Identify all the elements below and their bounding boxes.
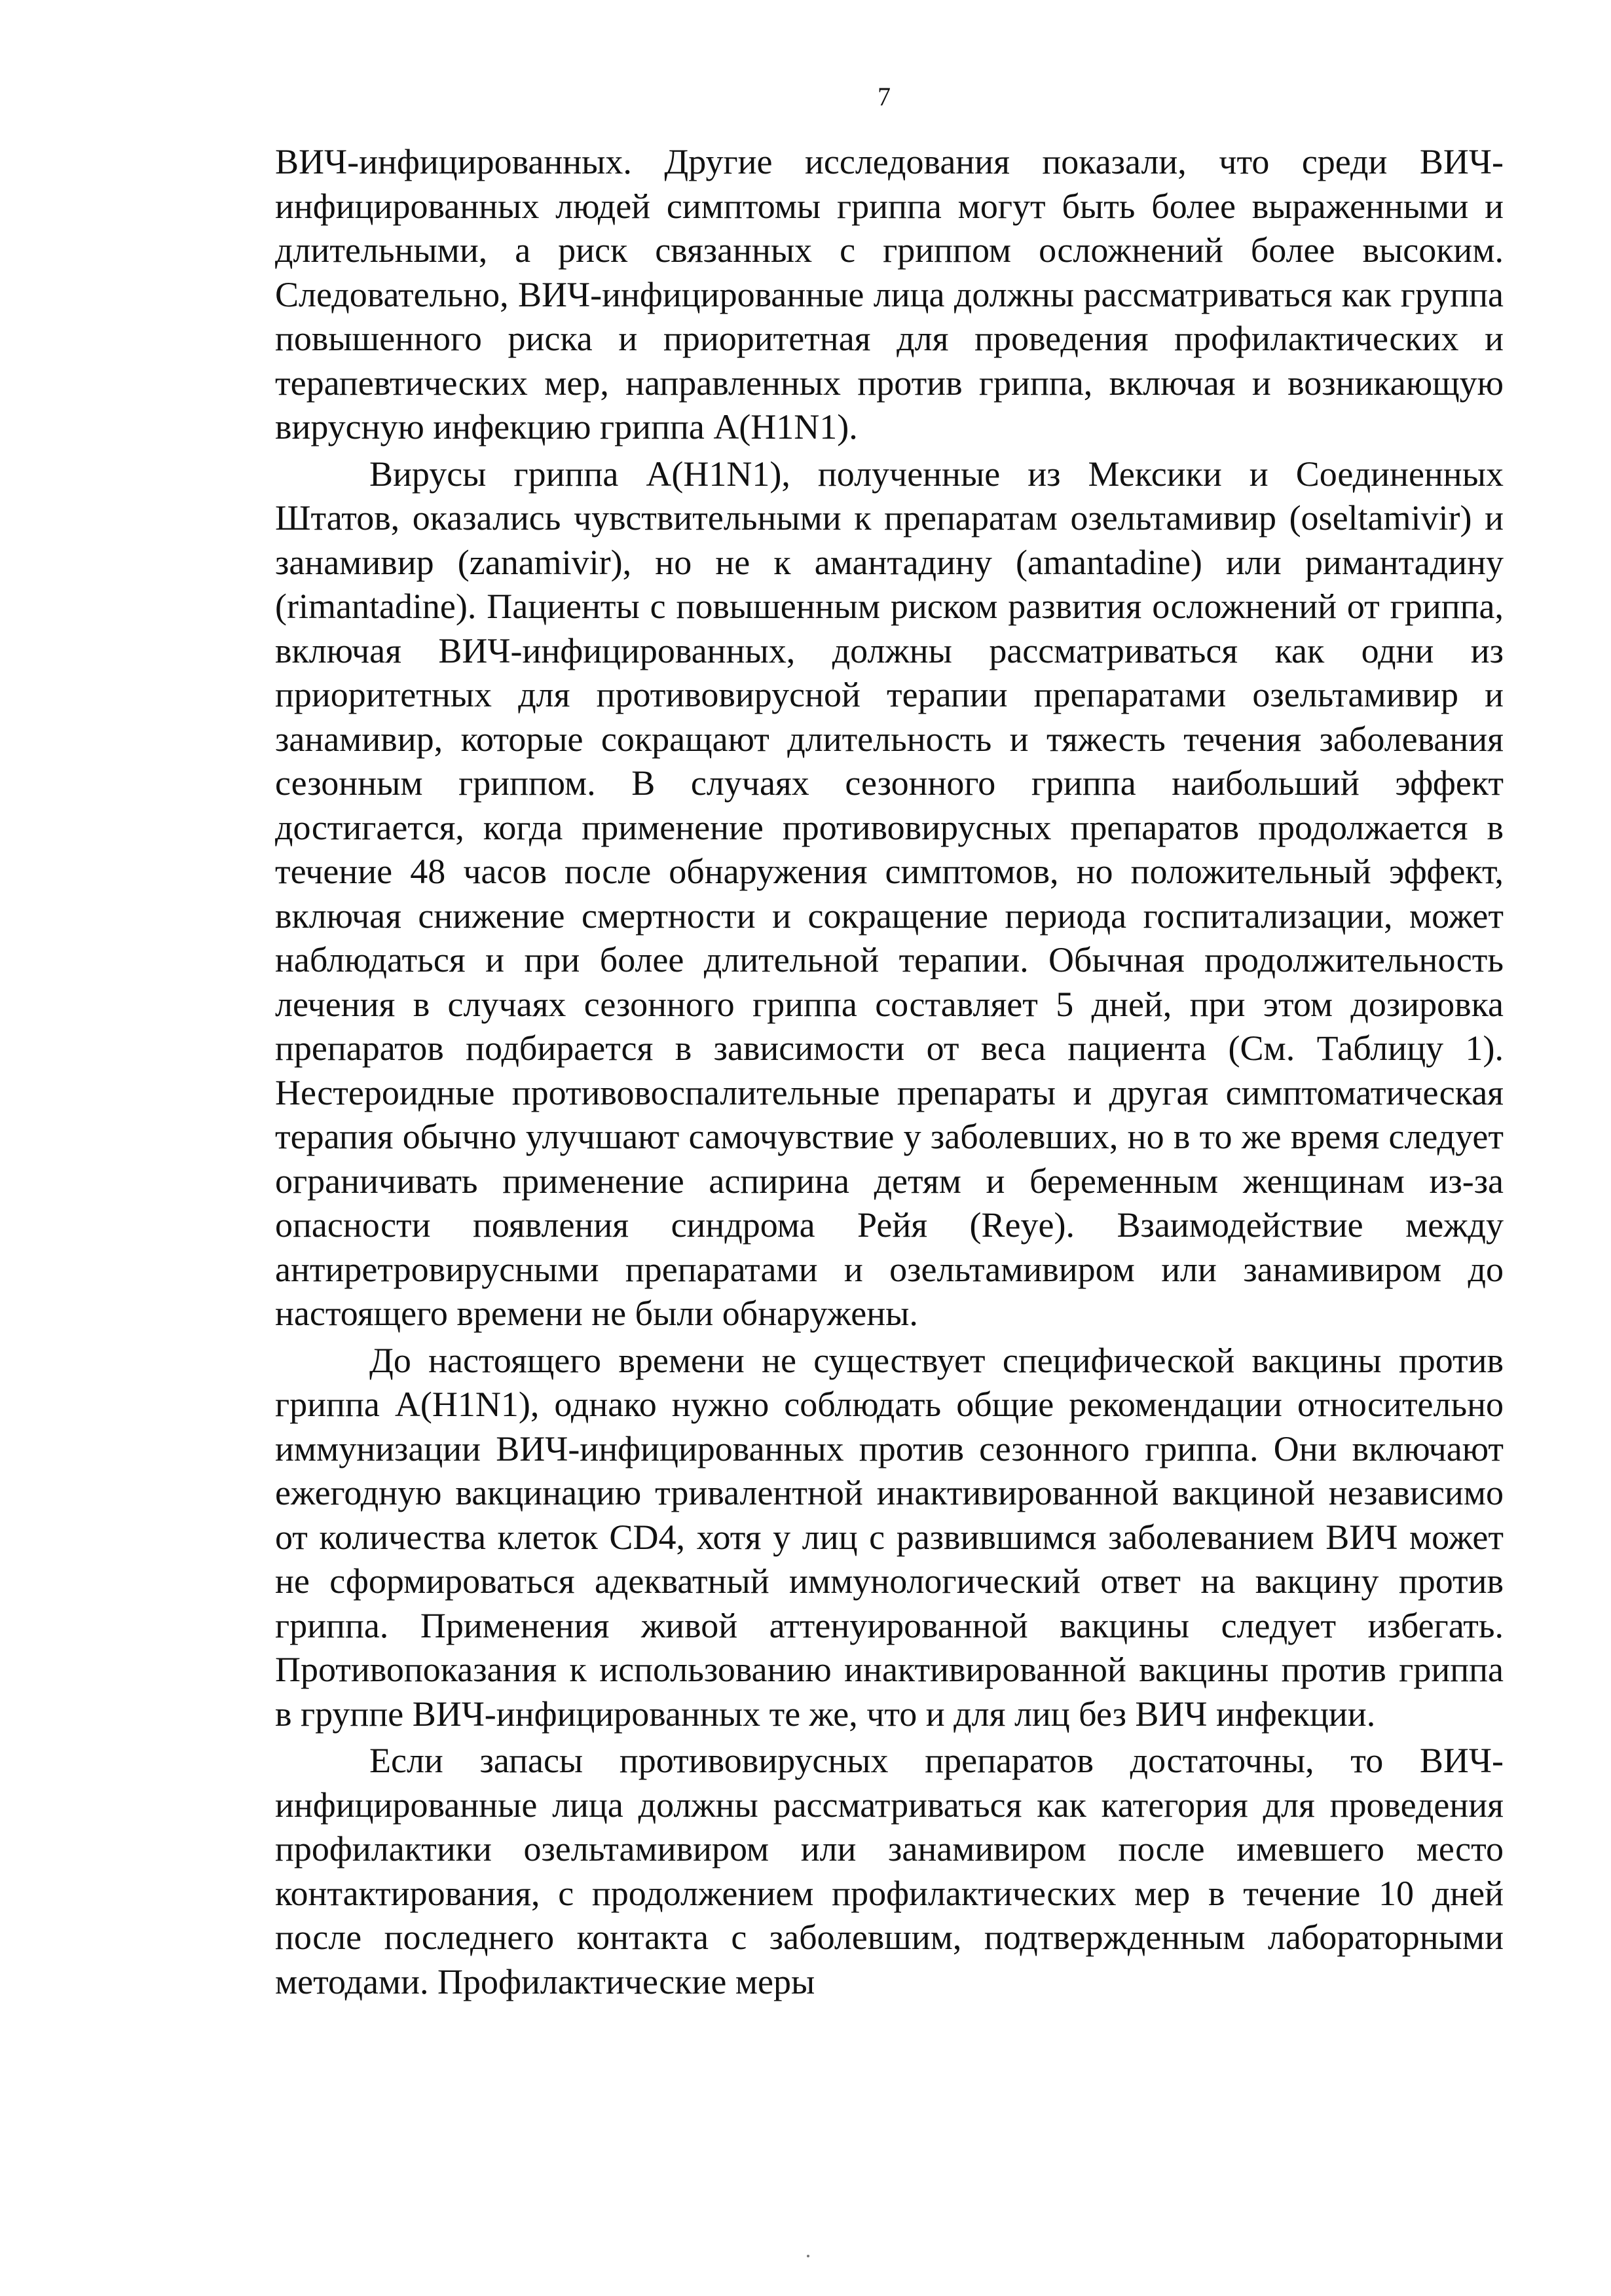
paragraph-prophylaxis: Если запасы противовирусных препаратов достаточны, то ВИЧ-инфицированные лица должны рассматриваться как категория для проведения профилактики озельтамивиром или занамивиром после имевшего место контактирования, с продолжением профилактических мер в течение 10 дней после последнего контакта с заболевшим, подтвержденным лабораторными методами. Профилактические меры bbox=[275, 1741, 1504, 2001]
page-number: 7 bbox=[878, 82, 891, 111]
paragraph-continuation: ВИЧ-инфицированных. Другие исследования показали, что среди ВИЧ-инфицированных людей симптомы гриппа могут быть более выраженными и длительными, а риск связанных с гриппом осложнений более высоким. Следовательно, ВИЧ-инфицированные лица должны рассматриваться как группа повышенного риска и приоритетная для проведения профилактических и терапевтических мер, направленных против гриппа, включая и возникающую вирусную инфекцию гриппа A(H1N1). bbox=[275, 142, 1504, 446]
scan-artifact-dot bbox=[807, 2255, 809, 2257]
paragraph-vaccination: До настоящего времени не существует специфической вакцины против гриппа A(H1N1), однако нужно соблюдать общие рекомендации относительно иммунизации ВИЧ-инфицированных против сезонного гриппа. Они включают ежегодную вакцинацию тривалентной инактивированной вакциной независимо от количества клеток CD4, хотя у лиц с развившимся заболеванием ВИЧ может не сформироваться адекватный иммунологический ответ на вакцину против гриппа. Применения живой аттенуированной вакцины следует избегать. Противопоказания к использованию инактивированной вакцины против гриппа в группе ВИЧ-инфицированных те же, что и для лиц без ВИЧ инфекции. bbox=[275, 1340, 1504, 1734]
document-body bbox=[275, 140, 1504, 2004]
paragraph-antivirals: Вирусы гриппа A(H1N1), полученные из Мексики и Соединенных Штатов, оказались чувствительными к препаратам озельтамивир (oseltamivir) и занамивир (zanamivir), но не к амантадину (amantadine) или римантадину (rimantadine). Пациенты с повышенным риском развития осложнений от гриппа, включая ВИЧ-инфицированных, должны рассматриваться как одни из приоритетных для противовирусной терапии препаратами озельтамивир и занамивир, которые сокращают длительность и тяжесть течения заболевания сезонным гриппом. В случаях сезонного гриппа наибольший эффект достигается, когда применение противовирусных препаратов продолжается в течение 48 часов после обнаружения симптомов, но положительный эффект, включая снижение смертности и сокращение периода госпитализации, может наблюдаться и при более длительной терапии. Обычная продолжительность лечения в случаях сезонного гриппа составляет 5 дней, при этом дозировка препаратов подбирается в зависимости от веса пациента (См. Таблицу 1). Нестероидные противовоспалительные препараты и другая симптоматическая терапия обычно улучшают самочувствие у заболевших, но в то же время следует ограничивать применение аспирина детям и беременным женщинам из-за опасности появления синдрома Рейя (Reye). Взаимодействие между антиретровирусными препаратами и озельтамивиром или занамивиром до настоящего времени не были обнаружены. bbox=[275, 454, 1504, 1333]
